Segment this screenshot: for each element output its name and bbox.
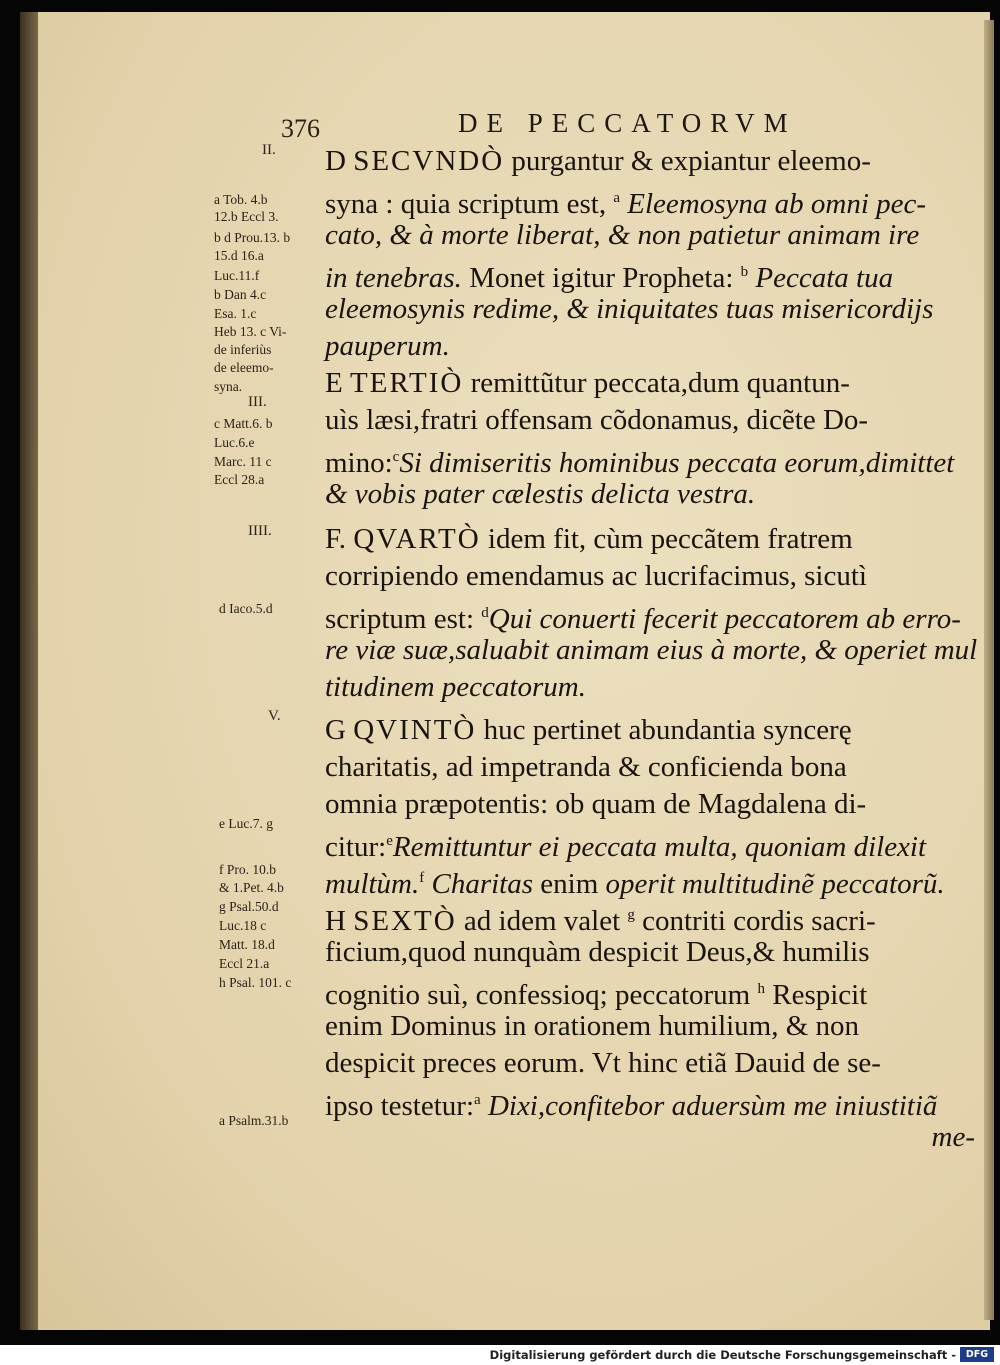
text-line: cato, & à morte liberat, & non patietur animam ire	[325, 219, 920, 251]
text-line: uìs læsi,fratri offensam cõdonamus, dicẽte Do-	[325, 404, 869, 436]
margin-note: Luc.18 c	[219, 918, 267, 933]
margin-note: syna.	[214, 379, 243, 394]
margin-note: e Luc.7. g	[219, 816, 273, 831]
section-numeral: V.	[268, 708, 281, 724]
text-line: titudinem peccatorum.	[325, 671, 586, 703]
text-line: F. QVARTÒ idem fit, cùm peccãtem fratrem	[325, 523, 853, 555]
text-line: eleemosynis redime, & iniquitates tuas misericordijs	[325, 293, 934, 325]
text-line: pauperum.	[325, 330, 450, 362]
text-line: mino:$^c$Si dimiseritis hominibus peccata eorum,dimittet	[325, 447, 955, 479]
text-line: & vobis pater cælestis delicta vestra.	[325, 478, 756, 510]
page-title: DE PECCATORVM	[458, 108, 797, 138]
margin-note: b d Prou.13. b	[214, 230, 291, 245]
text-line: syna : quia scriptum est, $^a$ Eleemosyna ab omni pec-	[325, 188, 927, 220]
margin-note: & 1.Pet. 4.b	[219, 880, 284, 895]
dfg-logo: DFG	[960, 1347, 994, 1362]
margin-note: Esa. 1.c	[214, 306, 257, 321]
text-line: H SEXTÒ ad idem valet $^g$ contriti cordis sacri-	[325, 905, 876, 937]
catchword: me-	[931, 1121, 975, 1153]
margin-note: 12.b Eccl 3.	[214, 209, 279, 224]
margin-note: de eleemo-	[214, 360, 274, 375]
margin-note: f Pro. 10.b	[219, 862, 276, 877]
margin-note: Heb 13. c Vi-	[214, 324, 287, 339]
page-number: 376	[281, 114, 320, 143]
margin-note: a Tob. 4.b	[214, 192, 268, 207]
margin-note: Luc.11.f	[214, 268, 260, 283]
page-edge	[984, 20, 994, 1320]
marginal-notes	[0, 0, 330, 1300]
section-numeral: IIII.	[248, 523, 272, 539]
text-line: re viæ suæ,saluabit animam eius à morte, & operiet mul	[325, 634, 978, 666]
margin-note: de inferiùs	[214, 342, 272, 357]
text-line: corripiendo emendamus ac lucrifacimus, sicutì	[325, 560, 867, 592]
text-line: enim Dominus in orationem humilium, & non	[325, 1010, 860, 1042]
text-line: E TERTIÒ remittũtur peccata,dum quantun-	[325, 367, 850, 399]
margin-note: a Psalm.31.b	[219, 1113, 289, 1128]
margin-note: g Psal.50.d	[219, 899, 279, 914]
text-line: citur:$^e$Remittuntur ei peccata multa, quoniam dilexit	[325, 831, 927, 863]
margin-note: 15.d 16.a	[214, 248, 264, 263]
margin-note: b Dan 4.c	[214, 287, 267, 302]
margin-note: c Matt.6. b	[214, 416, 273, 431]
text-line: despicit preces eorum. Vt hinc etiã Dauid de se-	[325, 1047, 881, 1079]
funding-notice: Digitalisierung gefördert durch die Deutsche Forschungsgemeinschaft -	[489, 1348, 956, 1362]
text-line: omnia præpotentis: ob quam de Magdalena di-	[325, 788, 867, 820]
margin-note: Eccl 28.a	[214, 472, 265, 487]
text-line: ipso testetur:$^a$ Dixi,confitebor aduersùm me iniustitiã	[325, 1090, 938, 1122]
margin-note: Marc. 11 c	[214, 454, 272, 469]
margin-note: Matt. 18.d	[219, 937, 275, 952]
footer-bar	[0, 1345, 1000, 1365]
margin-note: Eccl 21.a	[219, 956, 270, 971]
text-line: G QVINTÒ huc pertinet abundantia syncerę	[325, 714, 852, 746]
margin-note: d Iaco.5.d	[219, 601, 273, 616]
text-line: in tenebras. Monet igitur Propheta: $^b$ Peccata tua	[325, 262, 894, 294]
section-numeral: III.	[248, 394, 267, 410]
section-numeral: II.	[262, 142, 276, 158]
text-line: multùm.$^f$ Charitas enim operit multitudinẽ peccatorũ.	[325, 868, 945, 900]
text-line: cognitio suì, confessioq; peccatorum $^h$ Respicit	[325, 979, 868, 1011]
text-line: charitatis, ad impetranda & conficienda bona	[325, 751, 847, 783]
margin-note: Luc.6.e	[214, 435, 255, 450]
margin-note: h Psal. 101. c	[219, 975, 292, 990]
text-line: ficium,quod nunquàm despicit Deus,& humilis	[325, 936, 870, 968]
text-line: scriptum est: $^d$Qui conuerti fecerit peccatorem ab erro-	[325, 603, 961, 635]
text-line: D SECVNDÒ purgantur & expiantur eleemo-	[325, 145, 871, 177]
